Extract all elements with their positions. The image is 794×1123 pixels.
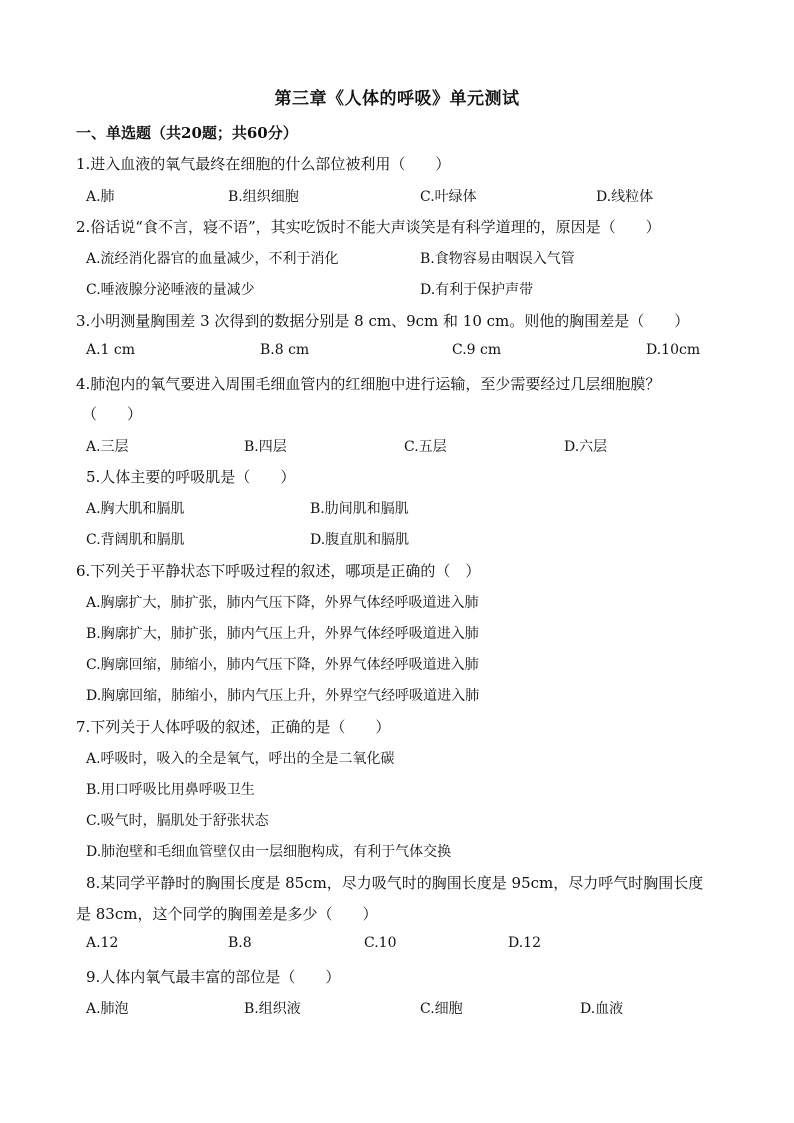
question-4-option-c: C.五层 xyxy=(404,439,447,455)
question-3-option-c: C.9 cm xyxy=(452,342,502,358)
question-3-option-a: A.1 cm xyxy=(86,342,136,358)
question-1-option-d: D.线粒体 xyxy=(596,189,654,205)
question-3-stem: 3.小明测量胸围差 3 次得到的数据分别是 8 cm、9cm 和 10 cm。则他的胸围差是（ ） xyxy=(76,312,690,330)
question-7-option-d: D.肺泡壁和毛细血管壁仅由一层细胞构成，有利于气体交换 xyxy=(86,844,452,860)
question-4-option-b: B.四层 xyxy=(244,439,287,455)
question-5-option-c: C.背阔肌和膈肌 xyxy=(86,532,185,548)
question-9-option-d: D.血液 xyxy=(580,1001,624,1017)
question-4-stem: 4.肺泡内的氧气要进入周围毛细血管内的红细胞中进行运输，至少需要经过几层细胞膜？ xyxy=(76,375,661,393)
question-8-option-b: B.8 xyxy=(228,935,252,951)
question-5-option-d: D.腹直肌和膈肌 xyxy=(310,532,410,548)
question-4-option-a: A.三层 xyxy=(86,439,129,455)
question-8-option-d: D.12 xyxy=(508,935,541,951)
section-heading: 一、单选题（共20题；共60分） xyxy=(76,124,298,142)
question-1-stem: 1.进入血液的氧气最终在细胞的什么部位被利用（ ） xyxy=(76,155,451,173)
question-2-stem: 2.俗话说“食不言，寝不语”，其实吃饭时不能大声谈笑是有科学道理的，原因是（ ） xyxy=(76,218,661,236)
question-9-stem: 9.人体内氧气最丰富的部位是（ ） xyxy=(86,968,341,986)
question-6-stem: 6.下列关于平静状态下呼吸过程的叙述，哪项是正确的（ ） xyxy=(76,562,481,580)
question-1-option-a: A.肺 xyxy=(86,189,115,205)
question-2-option-b: B.食物容易由咽误入气管 xyxy=(420,251,575,267)
question-7-option-a: A.呼吸时，吸入的全是氧气，呼出的全是二氧化碳 xyxy=(86,751,395,767)
question-2-option-c: C.唾液腺分泌唾液的量减少 xyxy=(86,282,255,298)
question-7-option-b: B.用口呼吸比用鼻呼吸卫生 xyxy=(86,782,255,798)
question-8-option-c: C.10 xyxy=(364,935,397,951)
question-5-option-b: B.肋间肌和膈肌 xyxy=(310,501,409,517)
question-7-option-c: C.吸气时，膈肌处于舒张状态 xyxy=(86,813,269,829)
question-9-option-b: B.组织液 xyxy=(244,1001,301,1017)
question-8-stem-continued: 是 83cm，这个同学的胸围差是多少（ ） xyxy=(76,905,378,923)
question-4-option-d: D.六层 xyxy=(564,439,608,455)
question-5-stem: 5.人体主要的呼吸肌是（ ） xyxy=(86,468,296,486)
question-2-option-d: D.有利于保护声带 xyxy=(420,282,534,298)
question-9-option-c: C.细胞 xyxy=(420,1001,463,1017)
question-6-option-d: D.胸廓回缩，肺缩小，肺内气压上升，外界空气经呼吸道进入肺 xyxy=(86,688,480,704)
page-title: 第三章《人体的呼吸》单元测试 xyxy=(274,89,520,109)
question-6-option-a: A.胸廓扩大，肺扩张，肺内气压下降，外界气体经呼吸道进入肺 xyxy=(86,595,479,611)
question-6-option-c: C.胸廓回缩，肺缩小，肺内气压下降，外界气体经呼吸道进入肺 xyxy=(86,657,479,673)
question-3-option-d: D.10cm xyxy=(646,342,701,358)
question-8-stem: 8.某同学平静时的胸围长度是 85cm，尽力吸气时的胸围长度是 95cm，尽力呼气时胸围长度 xyxy=(86,874,704,892)
question-2-option-a: A.流经消化器官的血量减少，不利于消化 xyxy=(86,251,339,267)
question-3-option-b: B.8 cm xyxy=(260,342,310,358)
question-1-option-b: B.组织细胞 xyxy=(228,189,299,205)
question-6-option-b: B.胸廓扩大，肺扩张，肺内气压上升，外界气体经呼吸道进入肺 xyxy=(86,626,479,642)
question-9-option-a: A.肺泡 xyxy=(86,1001,129,1017)
question-1-option-c: C.叶绿体 xyxy=(420,189,477,205)
question-4-stem-continued: （ ） xyxy=(82,405,143,423)
question-8-option-a: A.12 xyxy=(86,935,119,951)
question-7-stem: 7.下列关于人体呼吸的叙述，正确的是（ ） xyxy=(76,718,391,736)
question-5-option-a: A.胸大肌和膈肌 xyxy=(86,501,185,517)
